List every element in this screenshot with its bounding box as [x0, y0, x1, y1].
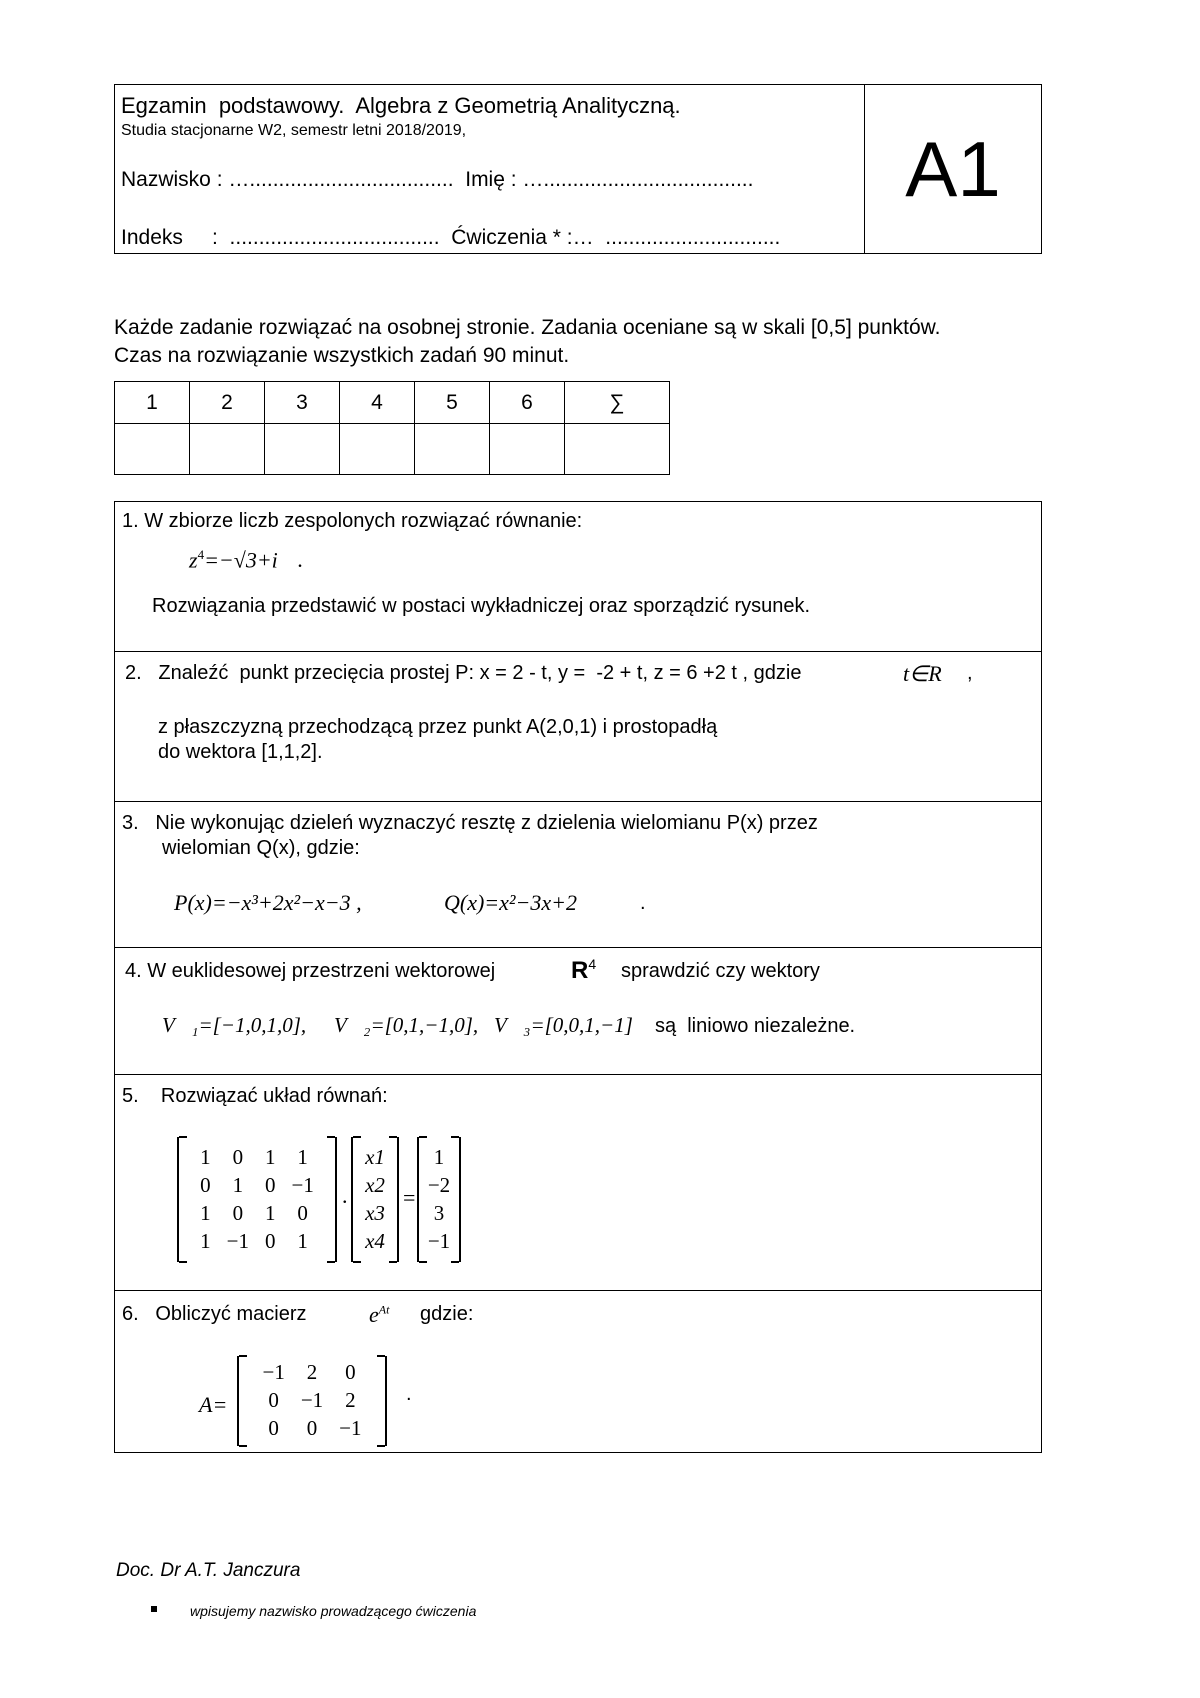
score-header-2: 2 — [190, 382, 265, 424]
eq-lhs: z — [189, 547, 198, 573]
matrix-cell: 1 — [265, 1200, 276, 1225]
name-field-line: Nazwisko : …................................... Imię : ….................................... — [121, 168, 754, 191]
problem-2 — [114, 651, 1042, 802]
vector-v1: V⃗₁=[−1,0,1,0], — [162, 1013, 307, 1037]
problem-2-text-3: do wektora [1,1,2]. — [158, 741, 323, 763]
problem-1 — [114, 501, 1042, 652]
matrix-cell: 0 — [268, 1387, 279, 1412]
matrix-cell: 1 — [200, 1200, 211, 1225]
problem-2-text-2: z płaszczyzną przechodzącą przez punkt A(2,0,1) i prostopadłą — [158, 716, 718, 738]
exam-variant: A1 — [905, 124, 1001, 213]
variable-vector — [351, 1137, 399, 1262]
matrix-cell: 0 — [268, 1415, 279, 1440]
score-cell-1[interactable] — [115, 424, 190, 475]
rhs-cell: 3 — [433, 1200, 445, 1225]
footer-note: wpisujemy nazwisko prowadzącego ćwiczenia — [190, 1603, 477, 1619]
equation-p: P(x)=−x³+2x²−x−3 , — [174, 890, 362, 915]
problem-5-text: 5. Rozwiązać układ równań: — [122, 1085, 388, 1107]
matrix-cell: −1 — [226, 1228, 249, 1253]
matrix-cell: 1 — [232, 1172, 244, 1197]
matrix-cell: 1 — [265, 1144, 276, 1169]
matrix-cell: 0 — [345, 1359, 356, 1384]
matrix-cell: 1 — [297, 1228, 308, 1253]
score-cell-4[interactable] — [340, 424, 415, 475]
vector-space-symbol: $R^4$ — [571, 956, 597, 984]
rhs-vector — [417, 1137, 461, 1262]
problem-3-text: 3. Nie wykonując dzieleń wyznaczyć resztę z dzielenia wielomianu P(x) przez — [122, 812, 818, 834]
matrix-cell: 2 — [306, 1359, 318, 1384]
score-header-3: 3 — [265, 382, 340, 424]
rhs-cell: 1 — [433, 1144, 445, 1169]
problem-3-period: . — [640, 892, 646, 914]
eq-rhs: =−√3+i — [204, 547, 278, 573]
problem-4-text: 4. W euklidesowej przestrzeni wektorowej — [125, 960, 496, 982]
variable-cell: x3 — [365, 1200, 385, 1225]
coefficient-matrix — [177, 1137, 337, 1262]
problem-6-text-after: gdzie: — [420, 1303, 474, 1325]
instructions-line-2: Czas na rozwiązanie wszystkich zadań 90 minut. — [114, 344, 570, 367]
score-header-5: 5 — [415, 382, 490, 424]
matrix-cell: 0 — [297, 1200, 308, 1225]
problem-2-text: 2. Znaleźć punkt przecięcia prostej P: x = 2 - t, y = -2 + t, z = 6 +2 t , gdzie — [125, 662, 802, 684]
matrix-cell: −1 — [339, 1415, 362, 1440]
problem-3 — [114, 801, 1042, 948]
problem-4-text-after: sprawdzić czy wektory — [621, 960, 820, 982]
score-cell-3[interactable] — [265, 424, 340, 475]
matrix-cell: 0 — [232, 1200, 244, 1225]
problem-4-conclusion: są liniowo niezależne. — [655, 1015, 856, 1037]
score-table — [114, 381, 670, 475]
matrix-cell: 1 — [297, 1144, 308, 1169]
problem-6-period: . — [406, 1383, 412, 1405]
exam-subtitle: Studia stacjonarne W2, semestr letni 2018/2019, — [121, 122, 467, 139]
score-cell-6[interactable] — [490, 424, 565, 475]
matrix-a-label: A= — [199, 1392, 228, 1417]
matrix-cell: −1 — [291, 1172, 314, 1197]
score-header-4: 4 — [340, 382, 415, 424]
problem-1-text: 1. W zbiorze liczb zespolonych rozwiązać równanie: — [122, 510, 583, 532]
score-cell-5[interactable] — [415, 424, 490, 475]
problem-3-text-2: wielomian Q(x), gdzie: — [162, 837, 360, 859]
problem-2-comma: , — [967, 662, 973, 684]
matrix-cell: 0 — [232, 1144, 244, 1169]
matrix-exponential: $e^{At}$ — [369, 1302, 390, 1327]
problem-5 — [114, 1074, 1042, 1291]
matrix-cell: 2 — [345, 1387, 356, 1412]
instructions-line-1: Każde zadanie rozwiązać na osobnej stronie. Zadania oceniane są w skali [0,5] punktów. — [114, 316, 941, 339]
score-cell-2[interactable] — [190, 424, 265, 475]
problem-4 — [114, 947, 1042, 1075]
instructions — [114, 314, 941, 370]
matrix-cell: −1 — [262, 1359, 285, 1384]
variable-cell: x4 — [365, 1228, 385, 1253]
variable-cell: x2 — [365, 1172, 385, 1197]
problem-6-text: 6. Obliczyć macierz — [122, 1303, 307, 1325]
footer-author: Doc. Dr A.T. Janczura — [116, 1560, 301, 1581]
score-header-sum: ∑ — [565, 382, 670, 424]
rhs-cell: −2 — [427, 1172, 451, 1197]
index-field-line: Indeks : .................................... Ćwiczenia * :… .............................. — [121, 226, 781, 249]
variable-cell: x1 — [365, 1144, 385, 1169]
matrix-cell: 0 — [265, 1172, 276, 1197]
multiply-dot: . — [342, 1183, 348, 1208]
matrix-cell: 0 — [265, 1228, 276, 1253]
exam-title: Egzamin podstawowy. Algebra z Geometrią Analityczną. — [121, 93, 681, 118]
score-header-6: 6 — [490, 382, 565, 424]
eq-period: . — [297, 547, 303, 573]
matrix-cell: −1 — [300, 1387, 324, 1412]
eq-exponent: 4 — [197, 547, 205, 562]
matrix-a — [237, 1356, 387, 1446]
vector-v2: V⃗₂=[0,1,−1,0], — [334, 1013, 479, 1037]
rhs-cell: −1 — [427, 1228, 451, 1253]
problem-1-instruction: Rozwiązania przedstawić w postaci wykładniczej oraz sporządzić rysunek. — [152, 595, 811, 617]
score-header-1: 1 — [115, 382, 190, 424]
matrix-cell: 1 — [200, 1144, 211, 1169]
problem-6 — [114, 1290, 1042, 1453]
problem-1-equation — [189, 547, 303, 573]
matrix-cell: 0 — [200, 1172, 211, 1197]
matrix-cell: 1 — [200, 1228, 211, 1253]
matrix-cell: 0 — [306, 1415, 318, 1440]
problem-2-param: t∈R — [903, 661, 942, 686]
bullet-icon — [151, 1606, 157, 1612]
equation-q: Q(x)=x²−3x+2 — [444, 890, 577, 915]
vector-v3: V⃗₃=[0,0,1,−1] — [494, 1013, 633, 1037]
equals-sign: = — [403, 1185, 416, 1210]
score-cell-sum[interactable] — [565, 424, 670, 475]
